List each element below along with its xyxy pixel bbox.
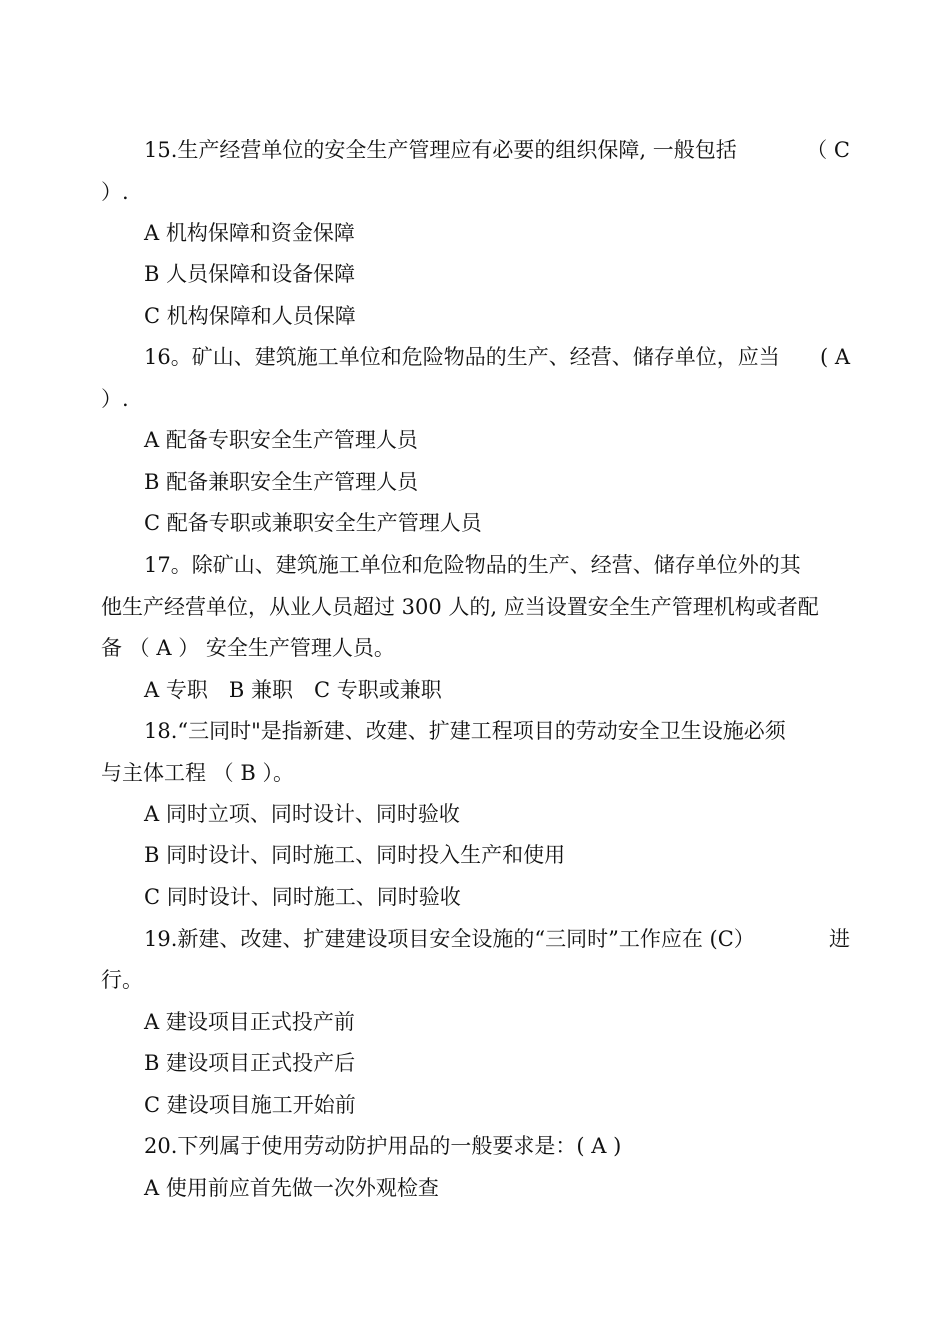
q15-answer: （ C xyxy=(806,138,850,162)
q16-answer: ( A xyxy=(819,345,850,369)
q19-stem-end: 进 xyxy=(829,927,850,951)
q17-stem: 17。除矿山、建筑施工单位和危险物品的生产、经营、储存单位外的其 xyxy=(144,553,801,577)
q19-stem-text: 19.新建、改建、扩建建设项目安全设施的“三同时”工作应在 (C） xyxy=(144,927,755,951)
q15-stem-text: 15.生产经营单位的安全生产管理应有必要的组织保障, 一般包括 xyxy=(144,138,737,162)
q19-stem-cont: 行。 xyxy=(101,968,143,992)
q16-option-a: A 配备专职安全生产管理人员 xyxy=(144,428,418,452)
q15-stem xyxy=(144,136,850,164)
q19-option-a: A 建设项目正式投产前 xyxy=(144,1010,355,1034)
q18-option-c: C 同时设计、同时施工、同时验收 xyxy=(144,885,461,909)
q15-option-a: A 机构保障和资金保障 xyxy=(144,221,355,245)
q15-stem-cont: ）. xyxy=(101,180,129,204)
q20-stem: 20.下列属于使用劳动防护用品的一般要求是：( A ) xyxy=(144,1134,622,1158)
q16-option-b: B 配备兼职安全生产管理人员 xyxy=(144,470,419,494)
q15-option-c: C 机构保障和人员保障 xyxy=(144,304,356,328)
q18-option-a: A 同时立项、同时设计、同时验收 xyxy=(144,802,460,826)
q16-stem-cont: ）. xyxy=(101,387,129,411)
q17-options: A 专职 B 兼职 C 专职或兼职 xyxy=(144,678,442,702)
q18-stem-cont: 与主体工程 （ B ）。 xyxy=(101,761,294,785)
q17-stem-cont: 他生产经营单位，从业人员超过 300 人的, 应当设置安全生产管理机构或者配 xyxy=(101,595,819,619)
q16-stem-text: 16。矿山、建筑施工单位和危险物品的生产、经营、储存单位，应当 xyxy=(144,345,780,369)
q16-option-c: C 配备专职或兼职安全生产管理人员 xyxy=(144,511,482,535)
q19-option-b: B 建设项目正式投产后 xyxy=(144,1051,356,1075)
q19-stem xyxy=(144,925,850,953)
q15-option-b: B 人员保障和设备保障 xyxy=(144,262,356,286)
q16-stem xyxy=(144,343,850,371)
q18-option-b: B 同时设计、同时施工、同时投入生产和使用 xyxy=(144,843,566,867)
q19-option-c: C 建设项目施工开始前 xyxy=(144,1093,356,1117)
q18-stem: 18.“三同时"是指新建、改建、扩建工程项目的劳动安全卫生设施必须 xyxy=(144,719,786,743)
q17-stem-cont-2: 备 （ A ） 安全生产管理人员。 xyxy=(101,636,395,660)
q20-option-a: A 使用前应首先做一次外观检查 xyxy=(144,1176,439,1200)
